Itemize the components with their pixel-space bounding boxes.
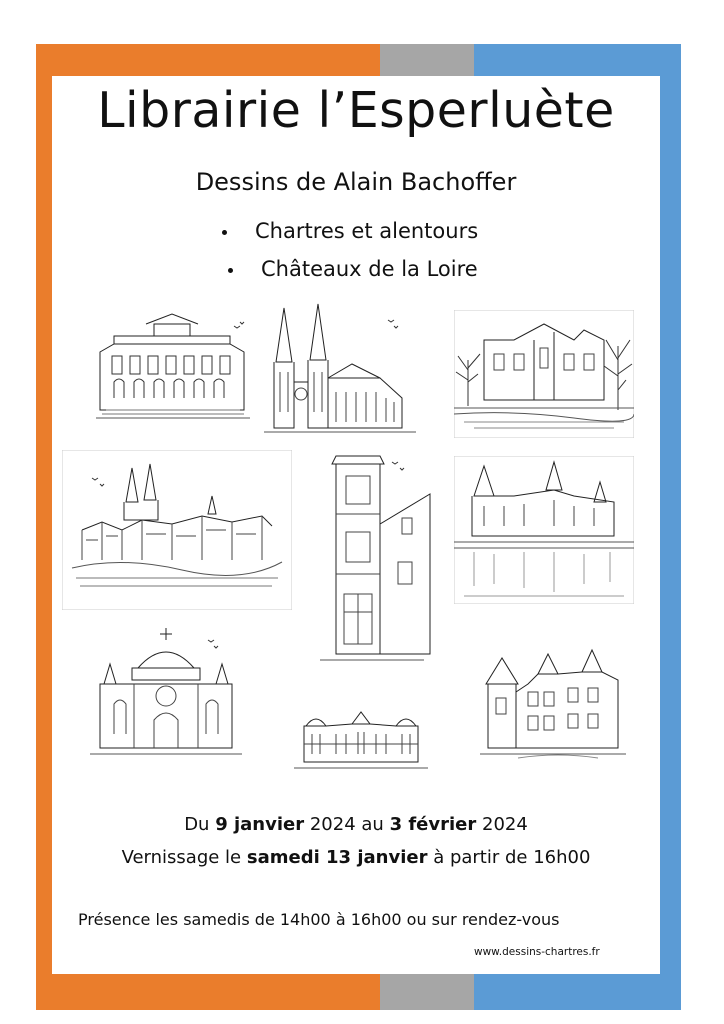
drawing-tower-house (306, 454, 434, 670)
drawing-theatre (94, 310, 252, 428)
drawing-city-panorama (62, 450, 292, 610)
frame-right-blue (660, 44, 681, 1010)
dates-end-year: 2024 (482, 814, 528, 835)
frame-bottom-gray (380, 974, 474, 1010)
bullet-item-chartres (222, 219, 478, 243)
drawing-cathedral (262, 302, 418, 438)
drawing-royal-chapel (84, 624, 248, 760)
vernissage-line (52, 847, 660, 868)
exhibition-dates (52, 814, 660, 835)
vernissage-prefix: Vernissage le (121, 847, 242, 868)
poster-title: Librairie l’Esperluète (97, 82, 615, 139)
bullet-item-loire (228, 257, 478, 281)
bullet-icon (228, 268, 233, 273)
dates-start: 9 janvier (215, 814, 305, 835)
frame-bottom-blue (474, 974, 681, 1010)
presence-schedule: Présence les samedis de 14h00 à 16h00 ou sur rendez-vous (78, 910, 560, 929)
drawing-long-chateau (292, 704, 430, 774)
dates-start-year: 2024 au (309, 814, 384, 835)
frame-left-orange (36, 44, 52, 1010)
frame-top-gray (380, 44, 474, 76)
poster-subtitle: Dessins de Alain Bachoffer (195, 168, 517, 196)
drawing-turret-chateau (478, 644, 628, 764)
frame-bottom-orange (36, 974, 380, 1010)
vernissage-time: à partir de 16h00 (433, 847, 591, 868)
website-link[interactable]: www.dessins-chartres.fr (474, 946, 600, 958)
dates-end: 3 février (389, 814, 477, 835)
drawing-abbey (454, 310, 634, 438)
bullet-label: Châteaux de la Loire (261, 257, 478, 281)
vernissage-date: samedi 13 janvier (246, 847, 428, 868)
frame-top-blue (474, 44, 681, 76)
bullet-label: Chartres et alentours (255, 219, 479, 243)
frame-top-orange (36, 44, 380, 76)
dates-prefix: Du (184, 814, 210, 835)
bullet-icon (222, 230, 227, 235)
drawing-moat-chateau (454, 456, 634, 604)
